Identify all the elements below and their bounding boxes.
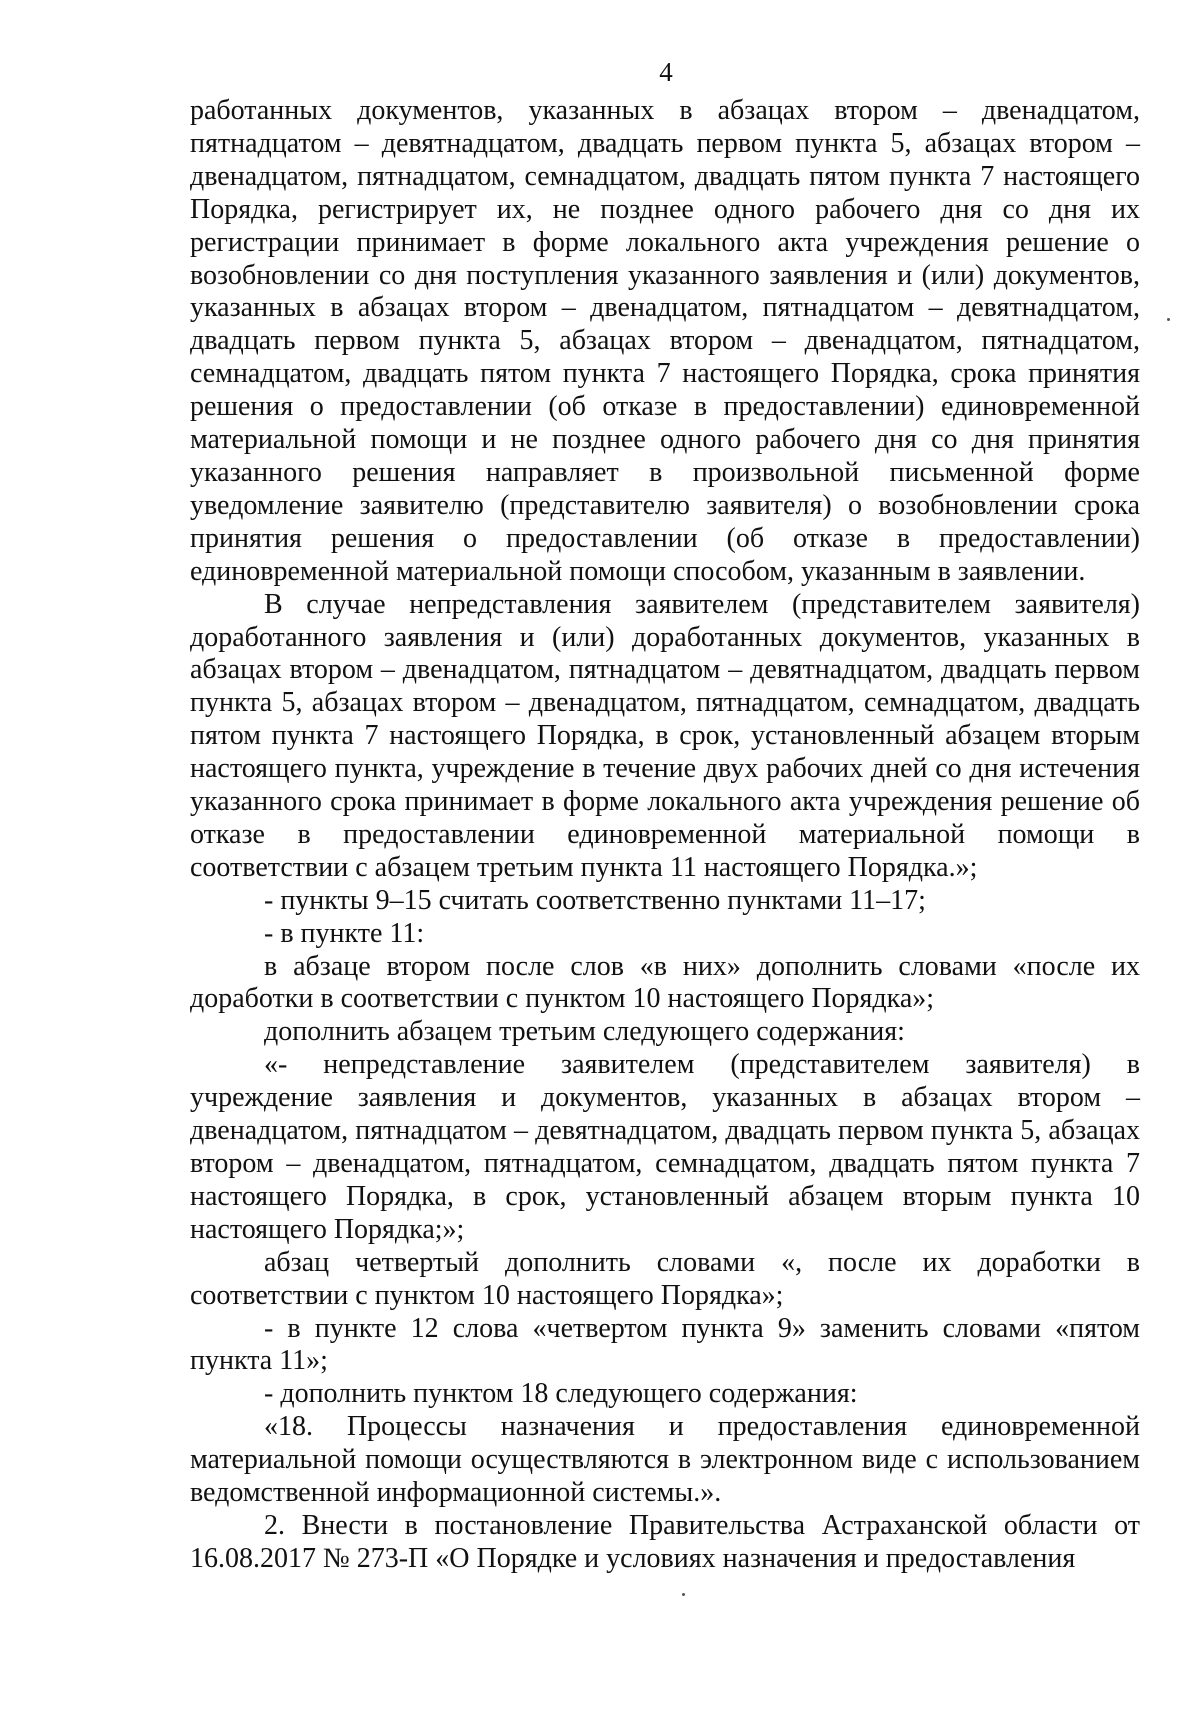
paragraph-add-third-abzac: дополнить абзацем третьим следующего содержания: xyxy=(264,1016,905,1048)
paragraph-refusal-case: В случае непредставления заявителем (представителем заявителя) доработанного заявления и (или) доработанных документов, указанных в абзацах втором – двенадцатом, пятнадцатом – девятнадцатом, двадцать первом пункта 5, абзацах втором – двенадцатом, пятнадцатом, семнадцатом, двадцать пятом пункта 7 настоящего Порядка, в срок, установленный абзацем вторым настоящего пункта, учреждение в течение двух рабочих дней со дня истечения указанного срока принимает в форме локального акта учреждения решение об отказе в предоставлении единовременной материальной помощи в соответствии с абзацем третьим пункта 11 настоящего Порядка.»; xyxy=(190,588,1140,883)
paragraph-section-2: 2. Внести в постановление Правительства Астраханской области от 16.08.2017 № 273-П «О Порядке и условиях назначения и предоставления xyxy=(190,1509,1140,1574)
paragraph-continuation: работанных документов, указанных в абзацах втором – двенадцатом, пятнадцатом – девятнадцатом, двадцать первом пункта 5, абзацах втором – двенадцатом, пятнадцатом, семнадцатом, двадцать пятом пункта 7 настоящего Порядка, регистрирует их, не позднее одного рабочего дня со дня их регистрации принимает в форме локального акта учреждения решение о возобновлении со дня поступления указанного заявления и (или) документов, указанных в абзацах втором – двенадцатом, пятнадцатом – девятнадцатом, двадцать первом пункта 5, абзацах втором – двенадцатом, пятнадцатом, семнадцатом, двадцать пятом пункта 7 настоящего Порядка, срока принятия решения о предоставлении (об отказе в предоставлении) единовременной материальной помощи и не позднее одного рабочего дня со дня принятия указанного решения направляет в произвольной письменной форме уведомление заявителю (представителю заявителя) о возобновлении срока принятия решения о предоставлении (об отказе в предоставлении) единовременной материальной помощи способом, указанным в заявлении. xyxy=(190,95,1140,587)
paragraph-add-item-18: - дополнить пунктом 18 следующего содержания: xyxy=(264,1378,858,1410)
scan-speck-bottom xyxy=(682,1593,685,1596)
paragraph-item-11-second-abzac: в абзаце втором после слов «в них» дополнить словами «после их доработки в соответствии с пунктом 10 настоящего Порядка»; xyxy=(190,950,1140,1015)
scan-speck-right xyxy=(1167,318,1170,321)
paragraph-item-11: - в пункте 11: xyxy=(264,917,425,949)
paragraph-item-18-text: «18. Процессы назначения и предоставления единовременной материальной помощи осуществляются в электронном виде с использованием ведомственной информационной системы.». xyxy=(190,1411,1140,1509)
paragraph-fourth-abzac: абзац четвертый дополнить словами «, после их доработки в соответствии с пунктом 10 настоящего Порядка»; xyxy=(190,1246,1140,1311)
document-body xyxy=(190,95,1140,1576)
paragraph-renumber-items: - пункты 9–15 считать соответственно пунктами 11–17; xyxy=(264,884,926,916)
paragraph-new-third-abzac: «- непредставление заявителем (представителем заявителя) в учреждение заявления и документов, указанных в абзацах втором – двенадцатом, пятнадцатом – девятнадцатом, двадцать первом пункта 5, абзацах втором – двенадцатом, пятнадцатом, семнадцатом, двадцать пятом пункта 7 настоящего Порядка, в срок, установленный абзацем вторым пункта 10 настоящего Порядка;»; xyxy=(190,1049,1140,1245)
page-number: 4 xyxy=(659,57,673,87)
paragraph-item-12: - в пункте 12 слова «четвертом пункта 9» заменить словами «пятом пункта 11»; xyxy=(190,1312,1140,1377)
